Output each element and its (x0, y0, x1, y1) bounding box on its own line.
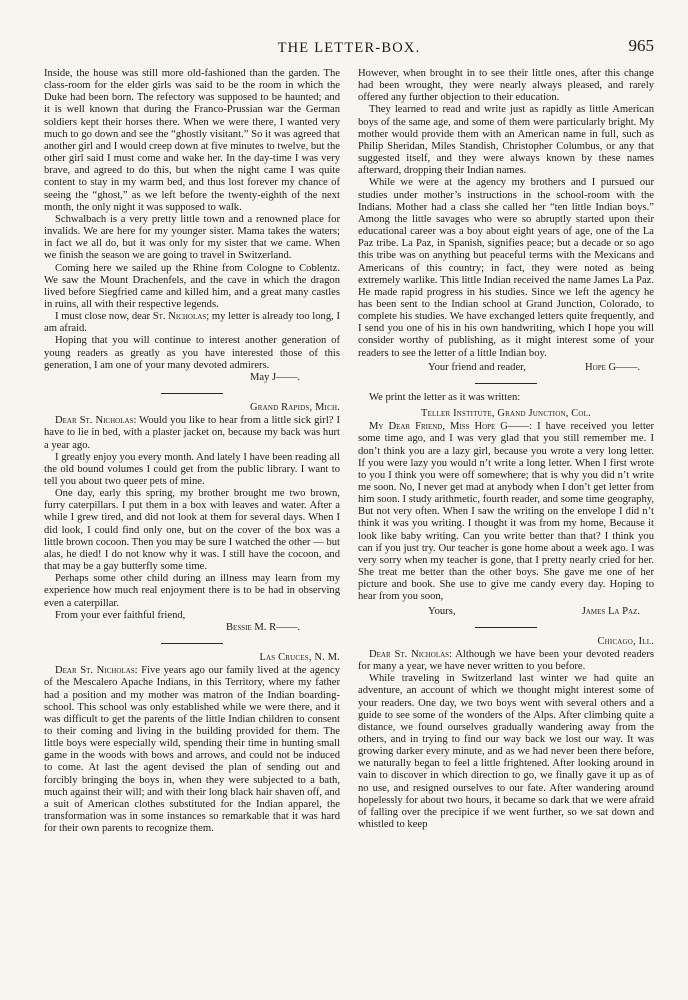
paragraph: They learned to read and write just as rapidly as little American boys of the same age, and some of them were particularly bright. My mother would provide them with an American name in full, such as Philip Sheridan, Miles Standish, Christopher Columbus, or any that suggested itself, and they were always known by these names afterward, dropping their Indian names. (358, 104, 654, 177)
paragraph: From your ever faithful friend, (55, 609, 186, 621)
page-number: 965 (628, 36, 654, 55)
paragraph: One day, early this spring, my brother brought me two brown, furry caterpillars. I put them in a box with leaves and water. After a while I grew tired, and did not look at them for several days. When I did look, I could find only one, but on the cover of the box was a little brown cocoon. Then you may be sure I watched the other — but alas, he died! I do not know why it was. I still have the cocoon, and that may be a gay butterfly some time. (44, 488, 340, 573)
paragraph: While traveling in Switzerland last winter we had quite an adventure, an account of which we thought might interest some of your readers. One day, we two boys went with several others and a guide to see some of the wonders of the Alps. After climbing quite a distance, we found ourselves gradually wandering away from the others, and in trying to find our way back we lost our way. It was growing darker every minute, and as we had never been there before, we naturally began to feel a little frightened. After looking around in vain to discover in which direction to go, we finally gave it up as of no use, and resigned ourselves to our fate. After wandering around hopelessly for about two hours, it became so dark that we were afraid of falling over the precipice if we went further, so we sat down and whistled to keep (358, 673, 654, 831)
right-column (358, 68, 654, 835)
paragraph: I greatly enjoy you every month. And lately I have been reading all the old bound volumes I could get from the public library. I want to tell you about two queer pets of mine. (44, 451, 340, 487)
left-column (44, 68, 340, 835)
closing-text: Yours, (428, 605, 456, 617)
signature: May J——. (249, 371, 300, 383)
paragraph: Hoping that you will continue to interest another generation of young readers as greatly as you have interested those of this generation, I am one of your many devoted admirers. (44, 335, 340, 371)
paragraph: Perhaps some other child during an illness may learn from my experience how much real enjoyment there is to be had in observing even a caterpillar. (44, 573, 340, 609)
paragraph: While we were at the agency my brothers and I pursued our studies under mother’s instructions in the school-room with the Indians. Mother had a class she called her “ten little Indian boys.” Among the little savages who were so abruptly started upon their educational career was a boy about eight years of age, one of the La Paz tribe. La Paz, in Spanish, signifies peace; but a decade or so ago this tribe was on anything but peaceful terms with the Mexicans and Americans of this country; in fact, they were noted as being extremely warlike. This little Indian received the name James La Paz. He made rapid progress in his studies. Since we left the agency he has been sent to the Indian school at Grand Junction, Colorado, to complete his studies. We have exchanged letters quite frequently, and I send you one of his in his own handwriting, which I hope you will consider worthy of publishing, as it might interest some of your readers to see the letter of a little Indian boy. (358, 177, 654, 359)
closing-line (358, 606, 654, 618)
letter-salutation: My Dear Friend, Miss Hope G——: I have received you letter some time ago, and I was very glad that you still remember me. I don’t think you are a lazy girl, because you wrote a very long letter. If you were lazy you would n’t write a long letter. When I first wrote to you I think you were off somewhere; that is why you did n’t write me soon. No, I never get mad at anybody when I don’t get letter from him soon. I study arithmetic, fourth reader, and some time geography, But not very often. When I saw the writing on the envelope I did n’t think it was you writing. I thought it was from my home, Because it look like baby writing. Can you write better than that? I think you can if you just try. Our teacher is gone home about a week ago. I was very sorry when my teacher is gone, that I pretty nearly cried for her. She treat me better than the other boys. She gave me one of her picture and book. She use to give me candy every day. Hoping to hear from you soon, (358, 421, 654, 603)
page-header (44, 34, 654, 60)
letter-place: Teller Institute, Grand Junction, Col. (421, 408, 591, 420)
editor-note: We print the letter as it was written: (369, 391, 521, 403)
signature: Hope G——. (584, 361, 640, 373)
closing-line (358, 362, 654, 374)
letter-salutation: Dear St. Nicholas: Would you like to hear from a little sick girl? I have to lie in bed, with a plaster jacket on, because my back was hurt a year ago. (44, 415, 340, 451)
paragraph: However, when brought in to see their little ones, after this change had been wrought, they were nearly always pleased, and rarely offered any further objection to their education. (358, 68, 654, 104)
letter-place: Chicago, Ill. (597, 635, 654, 647)
letter-place: Grand Rapids, Mich. (250, 402, 340, 414)
paragraph: Inside, the house was still more old-fashioned than the garden. The class-room for the elder girls was said to be the room in which the Duke had been born. The refectory was supposed to be haunted; and it is well known that during the Franco-Prussian war the German soldiers kept their horses there. When we were there, I wanted very much to go down and see the “ghostly visitant.” So it was agreed that another girl and I would creep down at five minutes to twelve, but the other girl said I must come and wake her. In the day-time I was very brave, and agreed to do this, but when the night came I was quite content to stay in my warm bed, and thus lost forever my chance of seeing the “ghost,” as we left before the twenty-eighth of the next month, the only night it was supposed to walk. (44, 68, 340, 213)
two-column-body (44, 68, 654, 835)
signature: James La Paz. (581, 605, 640, 617)
signature: Bessie M. R——. (225, 621, 300, 633)
paragraph: I must close now, dear St. Nicholas; my letter is already too long, I am afraid. (44, 311, 340, 335)
divider (475, 383, 537, 384)
divider (161, 393, 223, 394)
letter-salutation: Dear St. Nicholas: Five years ago our family lived at the agency of the Mescalero Apache Indians, in this Territory, where my father had a position and my mother was matron of the Indian boarding-school. This school was only established while we were there, and it was difficult to get the parents of the little Indian children to consent to their coming and living in the building provided for them. The little boys were especially wild, spending their time in hunting small game in the woods with bows and arrows, and could not be induced to come. At last the agent devised the plan of sending out and forcibly bringing the boys in, when they were subjected to a bath, much against their will; and with their long black hair shaven off, and a suit of American clothes substituted for the Indian apparel, the transformation was in some instances so remarkable that it was hard for their own parents to recognize them. (44, 665, 340, 835)
running-head: THE LETTER-BOX. (277, 40, 421, 56)
letter-salutation: Dear St. Nicholas: Although we have been your devoted readers for many a year, we have never written to you before. (358, 648, 654, 673)
letter-place: Las Cruces, N. M. (259, 652, 340, 664)
paragraph: Coming here we sailed up the Rhine from Cologne to Coblentz. We saw the Mount Drachenfels, and the cave in which the dragon lived before Siegfried came and killed him, and a great many castles in ruins, all with their respective legends. (44, 262, 340, 310)
divider (475, 627, 537, 628)
paragraph: Schwalbach is a very pretty little town and a renowned place for invalids. We are here for my younger sister. Mama takes the waters; in fact we all do, but it was only for my sister that we came. When we finish the season we are going to travel in Switzerland. (44, 213, 340, 262)
divider (161, 643, 223, 644)
closing-text: Your friend and reader, (428, 361, 526, 373)
